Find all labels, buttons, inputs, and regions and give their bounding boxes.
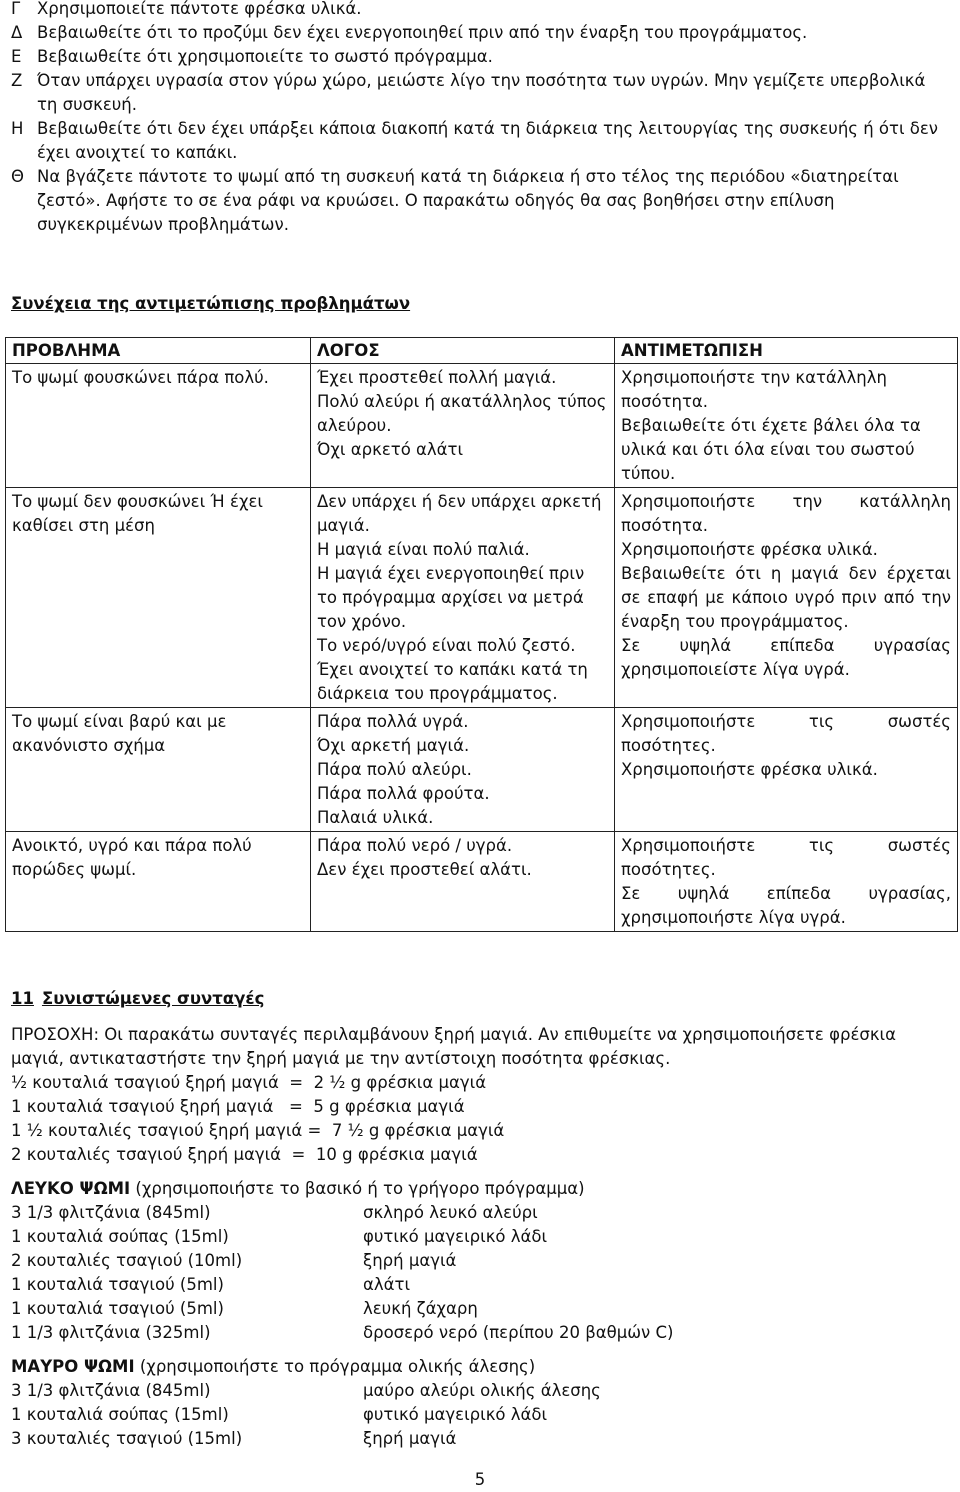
ingredient-quantity: 1 κουταλιά σούπας (15ml) bbox=[11, 1227, 229, 1246]
recipes-section bbox=[11, 987, 951, 1451]
solution-line: Χρησιμοποιήστε φρέσκα υλικά. bbox=[621, 540, 878, 559]
tip-text: Χρησιμοποιείτε πάντοτε φρέσκα υλικά. bbox=[37, 0, 362, 18]
reason-line: Η μαγιά είναι πολύ παλιά. bbox=[317, 540, 530, 559]
reason-cell bbox=[311, 364, 615, 488]
column-header-solution: ΑΝΤΙΜΕΤΩΠΙΣΗ bbox=[615, 338, 958, 364]
ingredient-row bbox=[11, 1249, 951, 1273]
tip-letter: Η bbox=[11, 119, 24, 138]
solution-line: Χρησιμοποιήστε την κατάλληλη ποσότητα. bbox=[621, 368, 887, 411]
ingredient-row bbox=[11, 1403, 951, 1427]
brown-bread-title bbox=[11, 1355, 951, 1379]
reason-line: Η μαγιά έχει ενεργοποιηθεί πριν το πρόγραμμα αρχίσει να μετρά τον χρόνο. bbox=[317, 564, 585, 631]
ingredient-row bbox=[11, 1273, 951, 1297]
ingredient-name: ξηρή μαγιά bbox=[363, 1251, 457, 1270]
tips-list bbox=[11, 0, 941, 237]
table-row bbox=[6, 708, 958, 832]
solution-cell bbox=[615, 832, 958, 932]
troubleshooting-table bbox=[5, 337, 958, 932]
tip-text: Βεβαιωθείτε ότι το προζύμι δεν έχει ενεργοποιηθεί πριν από την έναρξη του προγράμματος. bbox=[37, 23, 808, 42]
yeast-conversion: 1 κουταλιά τσαγιού ξηρή μαγιά = 5 g φρέσκια μαγιά bbox=[11, 1097, 465, 1116]
reason-cell bbox=[311, 488, 615, 708]
solution-line: Χρησιμοποιήστε τις σωστές ποσότητες. bbox=[621, 836, 951, 879]
ingredient-quantity: 1 κουταλιά τσαγιού (5ml) bbox=[11, 1275, 224, 1294]
solution-line: Σε υψηλά επίπεδα υγρασίας, χρησιμοποιήστε λίγα υγρά. bbox=[621, 884, 951, 927]
tip-letter: Δ bbox=[11, 23, 23, 42]
reason-line: Δεν υπάρχει ή δεν υπάρχει αρκετή μαγιά. bbox=[317, 492, 602, 535]
reason-line: Πάρα πολύ νερό / υγρά. bbox=[317, 836, 513, 855]
ingredient-name: αλάτι bbox=[363, 1275, 411, 1294]
reason-line: Όχι αρκετό αλάτι bbox=[317, 440, 464, 459]
reason-line: Έχει ανοιχτεί το καπάκι κατά τη διάρκεια του προγράμματος. bbox=[317, 660, 588, 703]
ingredient-row bbox=[11, 1225, 951, 1249]
ingredient-row bbox=[11, 1321, 951, 1345]
yeast-conversion: ½ κουταλιά τσαγιού ξηρή μαγιά = 2 ½ g φρέσκια μαγιά bbox=[11, 1073, 487, 1092]
reason-line: Το νερό/υγρό είναι πολύ ζεστό. bbox=[317, 636, 576, 655]
tip-letter: Ζ bbox=[11, 71, 23, 90]
column-header-problem: ΠΡΟΒΛΗΜΑ bbox=[6, 338, 311, 364]
reason-cell bbox=[311, 708, 615, 832]
ingredient-quantity: 2 κουταλιές τσαγιού (10ml) bbox=[11, 1251, 243, 1270]
ingredient-name: ξηρή μαγιά bbox=[363, 1429, 457, 1448]
yeast-conversion: 1 ½ κουταλιές τσαγιού ξηρή μαγιά = 7 ½ g φρέσκια μαγιά bbox=[11, 1121, 505, 1140]
reason-cell bbox=[311, 832, 615, 932]
tip-item bbox=[11, 69, 941, 117]
table-row bbox=[6, 364, 958, 488]
ingredient-row bbox=[11, 1379, 951, 1403]
ingredient-name: λευκή ζάχαρη bbox=[363, 1299, 478, 1318]
ingredient-name: σκληρό λευκό αλεύρι bbox=[363, 1203, 538, 1222]
ingredient-quantity: 1 1/3 φλιτζάνια (325ml) bbox=[11, 1323, 211, 1342]
ingredient-name: φυτικό μαγειρικό λάδι bbox=[363, 1405, 548, 1424]
recipe-name: ΛΕΥΚΟ ΨΩΜΙ bbox=[11, 1179, 131, 1198]
solution-cell bbox=[615, 708, 958, 832]
tip-item bbox=[11, 117, 941, 165]
tip-letter: Θ bbox=[11, 167, 24, 186]
section-title: Συνιστώμενες συνταγές bbox=[41, 989, 265, 1008]
solution-line: Βεβαιωθείτε ότι η μαγιά δεν έρχεται σε επαφή με κάποιο υγρό πριν από την έναρξη του προγράμματος. bbox=[621, 564, 951, 631]
solution-line: Σε υψηλά επίπεδα υγρασίας χρησιμοποιείστε λίγα υγρά. bbox=[621, 636, 951, 679]
problem-cell: Ανοικτό, υγρό και πάρα πολύ πορώδες ψωμί. bbox=[6, 832, 311, 932]
reason-line: Πάρα πολλά φρούτα. bbox=[317, 784, 490, 803]
tip-item bbox=[11, 45, 941, 69]
troubleshooting-heading: Συνέχεια της αντιμετώπισης προβλημάτων bbox=[11, 294, 411, 313]
tip-text: Βεβαιωθείτε ότι δεν έχει υπάρξει κάποια διακοπή κατά τη διάρκεια της λειτουργίας της συσκευής ή ότι δεν έχει ανοιχτεί το καπάκι. bbox=[37, 119, 938, 162]
ingredient-row bbox=[11, 1297, 951, 1321]
tip-text: Όταν υπάρχει υγρασία στον γύρω χώρο, μειώστε λίγο την ποσότητα των υγρών. Μην γεμίζετε υπερβολικά τη συσκευή. bbox=[37, 71, 926, 114]
recipes-heading bbox=[11, 987, 951, 1011]
tip-letter: Ε bbox=[11, 47, 22, 66]
yeast-conversion: 2 κουταλιές τσαγιού ξηρή μαγιά = 10 g φρέσκια μαγιά bbox=[11, 1145, 478, 1164]
problem-cell: Το ψωμί δεν φουσκώνει Ή έχει καθίσει στη μέση bbox=[6, 488, 311, 708]
ingredient-name: δροσερό νερό (περίπου 20 βαθμών C) bbox=[363, 1323, 674, 1342]
table-header-row bbox=[6, 338, 958, 364]
ingredient-quantity: 3 1/3 φλιτζάνια (845ml) bbox=[11, 1203, 211, 1222]
section-number: 11 bbox=[11, 989, 34, 1008]
recipe-name: ΜΑΥΡΟ ΨΩΜΙ bbox=[11, 1357, 135, 1376]
solution-line: Χρησιμοποιήστε τις σωστές ποσότητες. bbox=[621, 712, 951, 755]
problem-cell: Το ψωμί είναι βαρύ και με ακανόνιστο σχήμα bbox=[6, 708, 311, 832]
solution-line: Βεβαιωθείτε ότι έχετε βάλει όλα τα υλικά και ότι όλα είναι του σωστού τύπου. bbox=[621, 416, 921, 483]
column-header-reason: ΛΟΓΟΣ bbox=[311, 338, 615, 364]
problem-cell: Το ψωμί φουσκώνει πάρα πολύ. bbox=[6, 364, 311, 488]
ingredient-name: φυτικό μαγειρικό λάδι bbox=[363, 1227, 548, 1246]
reason-line: Πάρα πολύ αλεύρι. bbox=[317, 760, 472, 779]
ingredient-row bbox=[11, 1201, 951, 1225]
solution-cell bbox=[615, 364, 958, 488]
solution-cell bbox=[615, 488, 958, 708]
page-number: 5 bbox=[474, 1470, 486, 1489]
tip-text: Να βγάζετε πάντοτε το ψωμί από τη συσκευή κατά τη διάρκεια ή στο τέλος της περιόδου «διατηρείται ζεστό». Αφήστε το σε ένα ράφι να κρυώσει. Ο παρακάτω οδηγός θα σας βοηθήσει στην επίλυση συγκεκριμένων προβλημάτων. bbox=[37, 167, 899, 234]
table-row bbox=[6, 832, 958, 932]
ingredient-row bbox=[11, 1427, 951, 1451]
solution-line: Χρησιμοποιήστε την κατάλληλη ποσότητα. bbox=[621, 492, 951, 535]
reason-line: Όχι αρκετή μαγιά. bbox=[317, 736, 470, 755]
ingredient-quantity: 1 κουταλιά τσαγιού (5ml) bbox=[11, 1299, 224, 1318]
reason-line: Έχει προστεθεί πολλή μαγιά. bbox=[317, 368, 557, 387]
reason-line: Παλαιά υλικά. bbox=[317, 808, 434, 827]
reason-line: Πάρα πολλά υγρά. bbox=[317, 712, 469, 731]
ingredient-quantity: 3 1/3 φλιτζάνια (845ml) bbox=[11, 1381, 211, 1400]
table-row bbox=[6, 488, 958, 708]
white-bread-title bbox=[11, 1177, 951, 1201]
ingredient-quantity: 1 κουταλιά σούπας (15ml) bbox=[11, 1405, 229, 1424]
solution-line: Χρησιμοποιήστε φρέσκα υλικά. bbox=[621, 760, 878, 779]
ingredient-quantity: 3 κουταλιές τσαγιού (15ml) bbox=[11, 1429, 243, 1448]
tip-text: Βεβαιωθείτε ότι χρησιμοποιείτε το σωστό πρόγραμμα. bbox=[37, 47, 493, 66]
recipe-subtitle: (χρησιμοποιήστε το πρόγραμμα ολικής άλεσης) bbox=[139, 1357, 536, 1376]
tip-item bbox=[11, 0, 941, 21]
tip-letter: Γ bbox=[11, 0, 21, 18]
tip-item bbox=[11, 165, 941, 237]
reason-line: Δεν έχει προστεθεί αλάτι. bbox=[317, 860, 532, 879]
yeast-note: ΠΡΟΣΟΧΗ: Οι παρακάτω συνταγές περιλαμβάνουν ξηρή μαγιά. Αν επιθυμείτε να χρησιμοποιήσετε φρέσκια μαγιά, αντικαταστήστε την ξηρή μαγιά με την αντίστοιχη ποσότητα φρέσκιας. bbox=[11, 1025, 897, 1068]
tip-item bbox=[11, 21, 941, 45]
ingredient-name: μαύρο αλεύρι ολικής άλεσης bbox=[363, 1381, 601, 1400]
recipe-subtitle: (χρησιμοποιήστε το βασικό ή το γρήγορο πρόγραμμα) bbox=[135, 1179, 585, 1198]
reason-line: Πολύ αλεύρι ή ακατάλληλος τύπος αλεύρου. bbox=[317, 392, 607, 435]
